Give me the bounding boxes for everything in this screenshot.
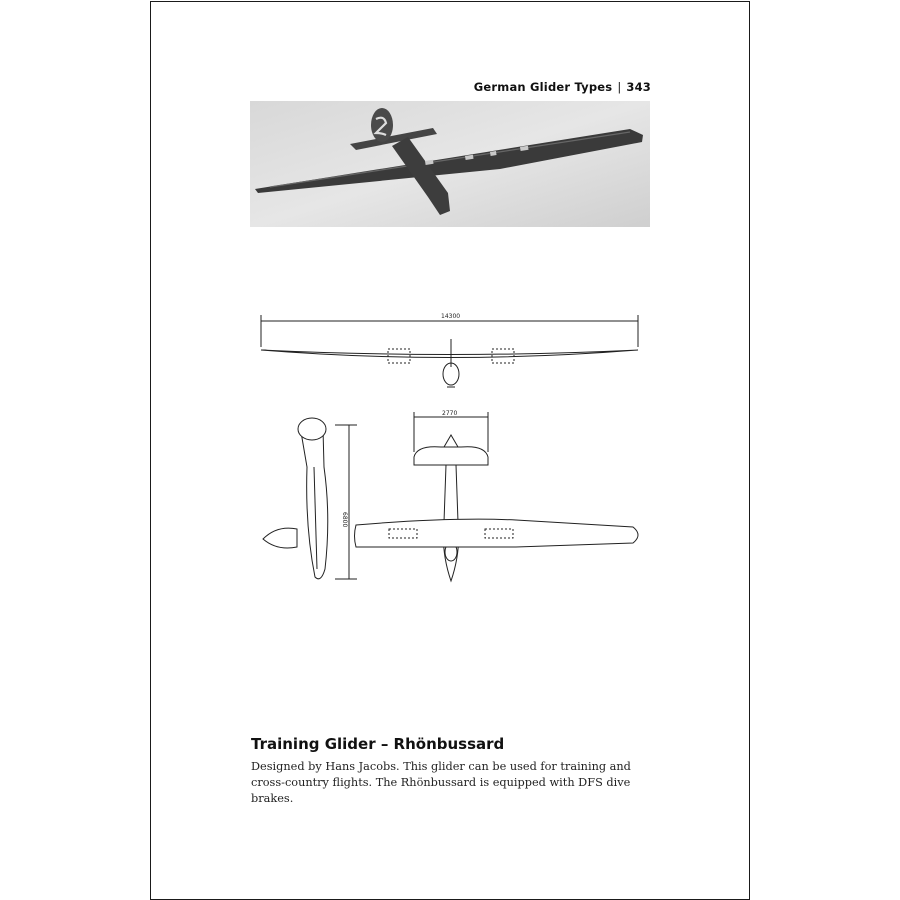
article-body: Designed by Hans Jacobs. This glider can be used for training and cross-country flights. The Rhönbussard is equipped with DFS dive brakes. [251, 760, 631, 805]
section-title: German Glider Types [473, 80, 613, 94]
article-heading: Training Glider – Rhönbussard [251, 735, 505, 753]
dim-length: 6800 [341, 512, 348, 528]
page-number: 343 [626, 80, 651, 94]
dim-tailplane: 2770 [442, 410, 458, 417]
header-separator: | [617, 80, 622, 94]
running-header [474, 80, 651, 94]
book-page [150, 1, 750, 900]
dim-span: 14300 [441, 313, 461, 320]
three-view-drawing [241, 307, 661, 592]
glider-photo [250, 101, 650, 227]
